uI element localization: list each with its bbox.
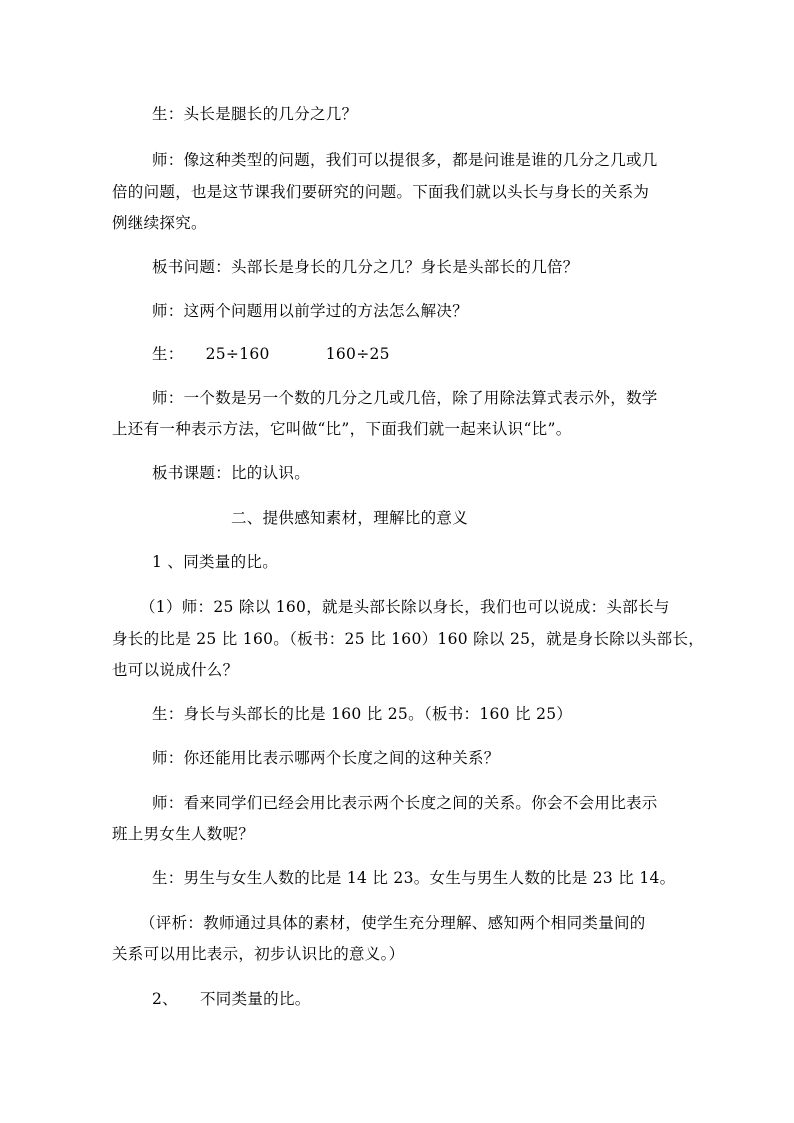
expression: 160÷25 (325, 345, 390, 363)
subsection-heading (152, 989, 311, 1009)
dialogue-line: 上还有一种表示方法，它叫做“比”，下面我们就一起来认识“比”。 (112, 420, 572, 438)
dialogue-line: 师：看来同学们已经会用比表示两个长度之间的关系。你会不会用比表示 (152, 794, 658, 812)
dialogue-line: 生：头长是腿长的几分之几？ (152, 105, 358, 123)
board-note: 板书问题：头部长是身长的几分之几？身长是头部长的几倍？ (152, 258, 579, 276)
dialogue-line: 也可以说成什么？ (112, 661, 239, 679)
board-note: 板书课题：比的认识。 (152, 464, 311, 482)
dialogue-line (152, 344, 390, 364)
speaker-label: 生： (152, 345, 184, 363)
dialogue-line: 师：一个数是另一个数的几分之几或几倍，除了用除法算式表示外，数学 (152, 389, 658, 407)
dialogue-line: 生：男生与女生人数的比是 14 比 23。女生与男生人数的比是 23 比 14。 (152, 869, 676, 887)
commentary: 关系可以用比表示，初步认识比的意义。） (112, 945, 405, 963)
dialogue-line: 师：这两个问题用以前学过的方法怎么解决？ (152, 302, 469, 320)
subsection-heading: 1 、同类量的比。 (152, 553, 278, 571)
dialogue-line: 师：你还能用比表示哪两个长度之间的这种关系？ (152, 749, 500, 767)
dialogue-line: 师：像这种类型的问题，我们可以提很多，都是问谁是谁的几分之几或几 (152, 151, 658, 169)
dialogue-line: 倍的问题，也是这节课我们要研究的问题。下面我们就以头长与身长的关系为 (112, 183, 650, 201)
dialogue-line: 身长的比是 25 比 160。（板书：25 比 160）160 除以 25，就是身长除以头部长， (112, 630, 705, 648)
dialogue-line: 例继续探究。 (112, 214, 207, 232)
dialogue-line: 班上男女生人数呢？ (112, 825, 255, 843)
section-heading: 二、提供感知素材，理解比的意义 (231, 509, 469, 527)
dialogue-line: 生：身长与头部长的比是 160 比 25。（板书：160 比 25） (152, 705, 573, 723)
commentary: （评析：教师通过具体的素材，使学生充分理解、感知两个相同类量间的 (140, 914, 646, 932)
dialogue-line: （1）师：25 除以 160，就是头部长除以身长，我们也可以说成：头部长与 (140, 598, 670, 616)
expression: 25÷160 (205, 345, 270, 363)
item-number: 2、 (152, 990, 178, 1008)
item-title: 不同类量的比。 (199, 990, 311, 1008)
